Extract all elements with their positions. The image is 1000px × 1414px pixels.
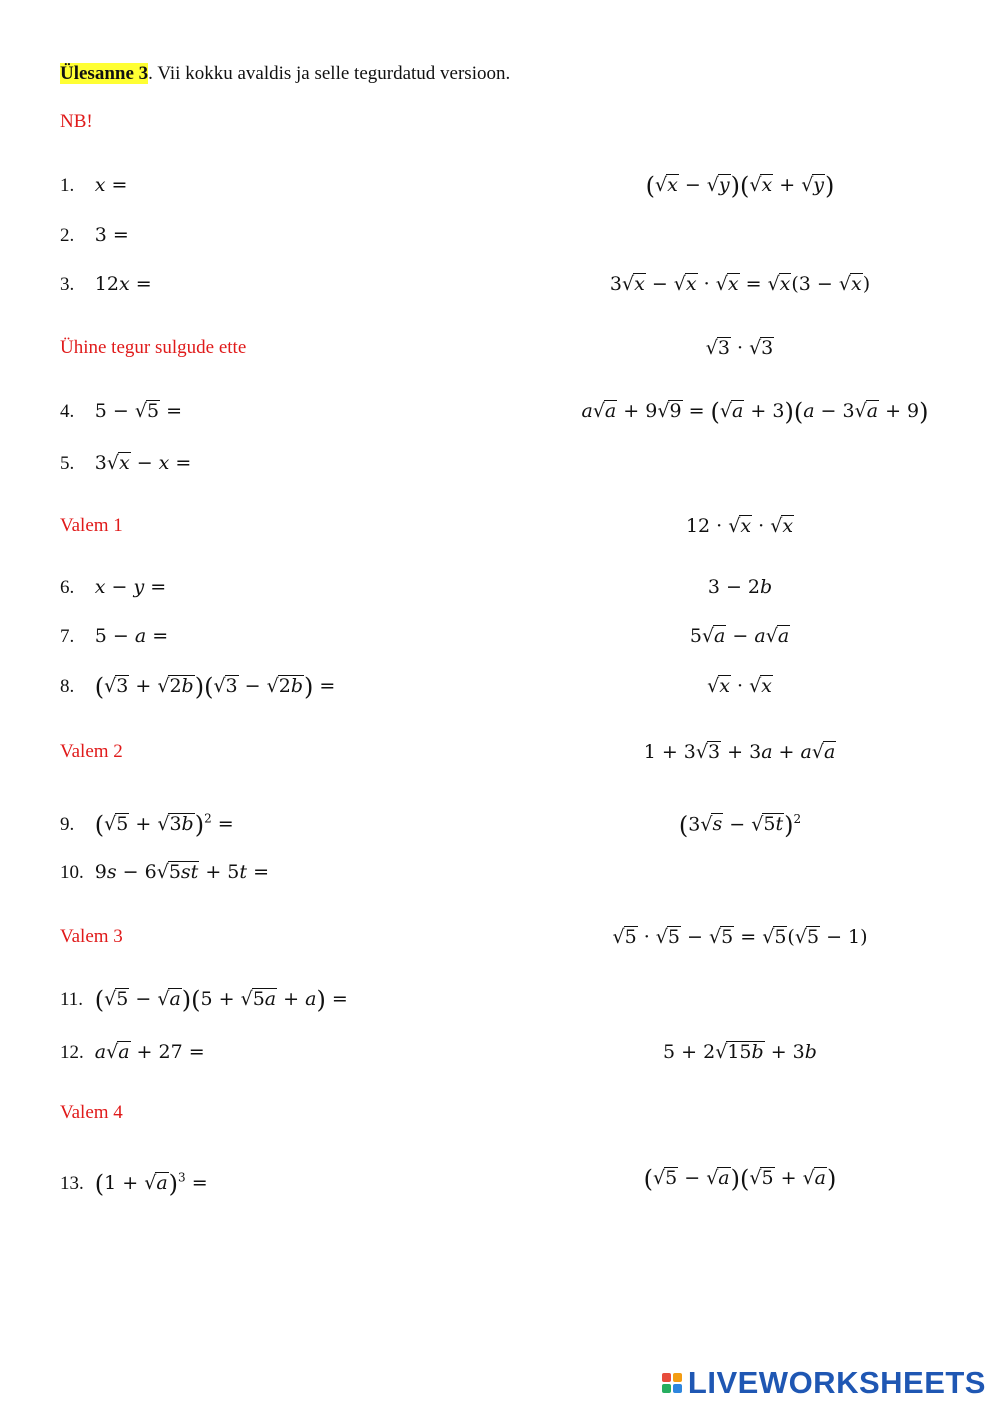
left-expression: 9s − 6√5st + 5t = xyxy=(94,861,269,883)
task-instruction: . Vii kokku avaldis ja selle tegurdatud versioon. xyxy=(148,63,511,84)
item-number: 12. xyxy=(60,1042,84,1063)
left-expression: 3 = xyxy=(94,224,129,246)
answer-tile[interactable]: √3 · √3 xyxy=(705,337,774,359)
item-number: 5. xyxy=(60,453,75,474)
item-10[interactable] xyxy=(60,860,269,885)
answer-tile[interactable]: (√5 − √a)(√5 + √a) xyxy=(643,1165,837,1193)
left-expression: a√a + 27 = xyxy=(94,1041,205,1063)
item-number: 1. xyxy=(60,175,75,196)
item-4[interactable] xyxy=(60,399,182,424)
item-number: 3. xyxy=(60,274,75,295)
answer-tile[interactable]: 3√x − √x · √x = √x(3 − √x) xyxy=(609,273,871,295)
item-number: 11. xyxy=(60,989,84,1010)
left-expression: 5 − √5 = xyxy=(94,400,183,422)
item-number: 2. xyxy=(60,225,75,246)
answer-tile[interactable]: 3 − 2b xyxy=(707,576,773,598)
answer-tile[interactable]: (√x − √y)(√x + √y) xyxy=(645,172,835,200)
item-number: 8. xyxy=(60,676,75,697)
left-expression: (√5 − √a)(5 + √5a + a) = xyxy=(94,986,348,1014)
answer-tile[interactable]: 12 · √x · √x xyxy=(685,515,794,537)
logo-text: LIVEWORKSHEETS xyxy=(687,1365,986,1400)
item-12[interactable] xyxy=(60,1040,205,1065)
left-expression: 12x = xyxy=(94,273,152,295)
section-formula-1: Valem 1 xyxy=(60,515,123,536)
left-expression: $(√5 + √3b)^2$ = xyxy=(94,811,234,840)
item-number: 10. xyxy=(60,862,84,883)
item-8[interactable] xyxy=(60,674,335,699)
item-9[interactable] xyxy=(60,807,234,840)
item-5[interactable] xyxy=(60,451,191,476)
logo-mark-icon xyxy=(662,1373,682,1393)
logo-square xyxy=(662,1384,671,1393)
item-number: 13. xyxy=(60,1173,84,1195)
left-expression: x − y = xyxy=(94,576,167,598)
item-number: 7. xyxy=(60,626,75,647)
left-expression: 3√x − x = xyxy=(94,452,192,474)
answer-tile[interactable]: $(3√s - √5t)^2$ xyxy=(678,811,802,840)
left-expression: $(1 + √a)^3$ = xyxy=(94,1170,208,1199)
left-expression: (√3 + √2b)(√3 − √2b) = xyxy=(94,673,336,701)
item-2[interactable] xyxy=(60,223,129,248)
section-formula-4: Valem 4 xyxy=(60,1102,123,1123)
item-number: 6. xyxy=(60,577,75,598)
item-11[interactable] xyxy=(60,987,348,1012)
item-number: 9. xyxy=(60,814,75,836)
logo-square xyxy=(673,1384,682,1393)
left-expression: 5 − a = xyxy=(94,625,169,647)
answer-tile[interactable]: 5√a − a√a xyxy=(689,625,790,647)
answer-tile[interactable]: 5 + 2√15b + 3b xyxy=(663,1041,817,1063)
section-formula-2: Valem 2 xyxy=(60,741,123,762)
task-heading xyxy=(60,62,510,86)
item-6[interactable] xyxy=(60,575,166,600)
item-number: 4. xyxy=(60,401,75,422)
liveworksheets-logo xyxy=(662,1366,986,1400)
answer-tile[interactable]: 1 + 3√3 + 3a + a√a xyxy=(643,741,836,763)
nb-label: NB! xyxy=(60,111,93,132)
item-3[interactable] xyxy=(60,272,152,297)
section-formula-3: Valem 3 xyxy=(60,926,123,947)
left-expression: x = xyxy=(94,174,128,196)
logo-square xyxy=(673,1373,682,1382)
answer-tile[interactable]: √x · √x xyxy=(707,675,772,697)
item-1[interactable] xyxy=(60,173,127,198)
answer-tile[interactable]: √5 · √5 − √5 = √5(√5 − 1) xyxy=(612,926,868,948)
answer-tile[interactable]: a√a + 9√9 = (√a + 3)(a − 3√a + 9) xyxy=(581,398,929,426)
logo-square xyxy=(662,1373,671,1382)
section-common-factor: Ühine tegur sulgude ette xyxy=(60,337,247,358)
task-label: Ülesanne 3 xyxy=(60,63,149,84)
item-7[interactable] xyxy=(60,624,168,649)
item-13[interactable] xyxy=(60,1166,208,1199)
